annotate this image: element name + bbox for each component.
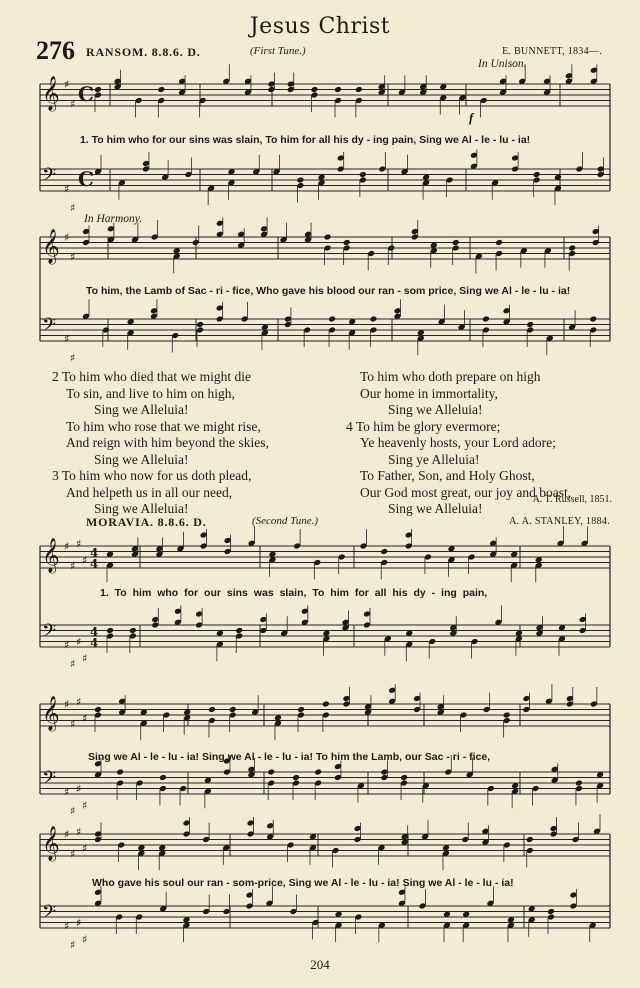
note-head [369, 316, 377, 323]
page-title: Jesus Christ [249, 14, 391, 39]
sharp-icon: ♯ [64, 231, 70, 244]
author-credit: A. T. Russell, 1851. [532, 494, 612, 505]
note-head [296, 177, 304, 184]
sharp-icon: ♯ [70, 657, 76, 671]
sharp-icon: ♯ [64, 828, 70, 841]
time-signature: 4 [90, 636, 99, 650]
sharp-icon: ♯ [70, 847, 76, 861]
tune1-name: RANSOM. 8.8.6. D. [86, 45, 201, 59]
note-head [229, 706, 237, 713]
sharp-icon: ♯ [64, 919, 70, 933]
tune2-subtitle: (Second Tune.) [252, 515, 318, 527]
verse-line: Sing we Alleluia! [388, 402, 483, 417]
verse-line: To him who rose that we might rise, [66, 418, 261, 434]
time-signature: 4 [90, 546, 99, 560]
verse-line: And reign with him beyond the skies, [66, 435, 269, 450]
note-head [503, 712, 511, 719]
sharp-icon: ♯ [76, 782, 82, 796]
hymn-number: 276 [36, 36, 75, 65]
verse-line: Ye heavenly hosts, your Lord adore; [360, 435, 556, 450]
tune2-lyric-line1: 1. To him who for our sins was slain, To him for all his dy - ing pain, [100, 587, 488, 599]
treble-clef-icon: 𝄞 [42, 76, 60, 111]
direction-harmony: In Harmony. [84, 213, 143, 225]
note-head [334, 86, 342, 93]
sharp-icon: ♯ [64, 785, 70, 799]
sharp-icon: ♯ [64, 638, 70, 652]
note-head [94, 706, 102, 713]
verses-left [52, 369, 269, 518]
bass-clef-icon: 𝄢 [42, 621, 57, 646]
note-head [328, 316, 336, 323]
verse-line: Our home in immortality, [360, 385, 498, 401]
common-time-icon: C [78, 82, 94, 106]
sharp-icon: ♯ [82, 841, 88, 855]
treble-clef-icon: 𝄞 [42, 826, 60, 861]
note-head [94, 86, 102, 93]
sharp-icon: ♯ [76, 825, 82, 839]
bass-clef-icon: 𝄢 [42, 315, 57, 340]
sharp-icon: ♯ [70, 804, 76, 818]
note-head [452, 239, 460, 246]
note-head [322, 701, 330, 708]
verse-line: Sing we Alleluia! [94, 451, 189, 467]
tune2-lyric-line3: Who gave his soul our ran - som-price, Sing we Al - le - lu - ia! Sing we Al - le - lu - ia! [92, 877, 514, 889]
note-head [482, 316, 490, 323]
note-head [343, 239, 351, 246]
sharp-icon: ♯ [64, 332, 70, 346]
tune2-name: MORAVIA. 8.8.6. D. [86, 515, 207, 529]
verse-line: Sing ye Alleluia! [388, 451, 480, 467]
sharp-icon: ♯ [64, 182, 70, 196]
note-head [196, 321, 204, 328]
sharp-icon: ♯ [76, 537, 82, 551]
verse-line: Our God most great, our joy and boast, [360, 484, 572, 500]
verse-line: To Father, Son, and Holy Ghost, [360, 468, 535, 483]
treble-clef-icon: 𝄞 [42, 229, 60, 264]
dynamic-forte: f [469, 110, 474, 125]
verse-line: 4 To him be glory evermore; [346, 418, 501, 434]
note-head [129, 627, 137, 634]
sharp-icon: ♯ [70, 351, 76, 365]
note-head [159, 774, 167, 781]
tune1-lyric-line1: 1. To him who for our sins was slain, To him for all his dy - ing pain, Sing we Al - le - lu - ia! [80, 134, 531, 146]
treble-clef-icon: 𝄞 [42, 538, 60, 573]
note-head [495, 239, 503, 246]
sharp-icon: ♯ [76, 695, 82, 709]
note-head [355, 86, 363, 93]
sharp-icon: ♯ [70, 201, 76, 215]
bass-clef-icon: 𝄢 [42, 768, 57, 793]
time-signature: 4 [90, 557, 99, 571]
sharp-icon: ♯ [82, 799, 88, 812]
bass-clef-icon: 𝄢 [42, 902, 57, 927]
sharp-icon: ♯ [82, 711, 88, 725]
note-head [568, 245, 576, 252]
sharp-icon: ♯ [70, 250, 76, 264]
time-signature: 4 [90, 625, 99, 639]
note-head [400, 774, 408, 781]
sharp-icon: ♯ [64, 78, 70, 91]
sharp-icon: ♯ [76, 916, 82, 930]
verse-line: Sing we Alleluia! [94, 402, 189, 417]
sharp-icon: ♯ [70, 717, 76, 731]
note-head [589, 316, 597, 323]
note-head [106, 627, 114, 634]
note-head [324, 234, 332, 241]
note-head [157, 86, 165, 93]
note-head [526, 836, 534, 843]
treble-clef-icon: 𝄞 [42, 696, 60, 731]
verse-line: To sin, and live to him on high, [66, 385, 235, 401]
sharp-icon: ♯ [70, 559, 76, 573]
tune2-lyric-line2: Sing we Al - le - lu - ia! Sing we Al - le - lu - ia! To him the Lamb, our Sac - ri - fice, [88, 751, 491, 763]
tune1-lyric-line2: To him, the Lamb of Sac - ri - fice, Who gave his blood our ran - som price, Sing we Al - le - lu - ia! [86, 285, 571, 297]
note-head [208, 706, 216, 713]
note-head [547, 908, 555, 915]
tune1-composer: E. BUNNETT, 1834—. [502, 46, 602, 57]
sharp-icon: ♯ [82, 553, 88, 567]
sharp-icon: ♯ [64, 698, 70, 711]
note-head [116, 769, 124, 776]
sharp-icon: ♯ [70, 938, 76, 952]
common-time-icon: C [78, 167, 94, 191]
note-head [314, 769, 322, 776]
note-head [575, 780, 583, 787]
verse-line: 2 To him who died that we might die [52, 369, 252, 384]
sharp-icon: ♯ [76, 635, 82, 649]
note-head [533, 171, 541, 178]
sharp-icon: ♯ [82, 933, 88, 946]
verse-line: To him who doth prepare on high [360, 369, 541, 384]
verse-line: Sing we Alleluia! [94, 501, 189, 516]
verse-line: Sing we Alleluia! [388, 501, 483, 516]
note-head [310, 86, 318, 93]
note-head [235, 627, 243, 634]
sharp-icon: ♯ [64, 540, 70, 553]
sharp-icon: ♯ [82, 652, 88, 665]
note-head [297, 706, 305, 713]
sharp-icon: ♯ [70, 97, 76, 111]
direction-unison: In Unison. [478, 58, 527, 70]
verse-line: And helpeth us in all our need, [66, 484, 233, 500]
verse-line: 3 To him who now for us doth plead, [52, 468, 252, 483]
note-head [292, 774, 300, 781]
tune2-composer: A. A. STANLEY, 1884. [509, 516, 610, 527]
tune1-subtitle: (First Tune.) [250, 45, 306, 57]
note-head [359, 171, 367, 178]
page-number: 204 [310, 957, 330, 972]
note-head [380, 548, 388, 555]
bass-clef-icon: 𝄢 [42, 165, 57, 190]
note-head [526, 321, 534, 328]
note-head [267, 769, 275, 776]
